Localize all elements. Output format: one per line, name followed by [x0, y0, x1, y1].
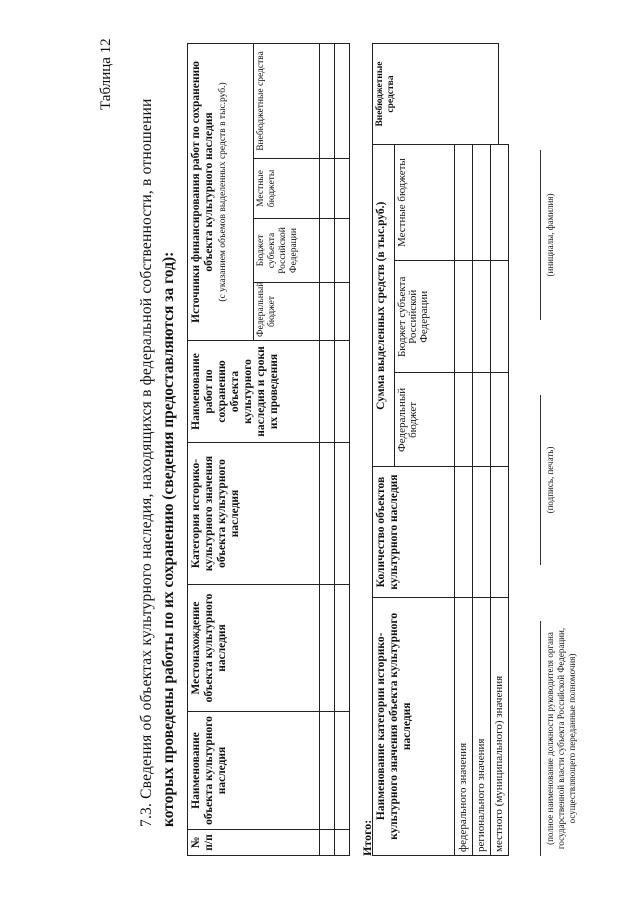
header-sources-title: Источники финансирования работ по сохранению объекта культурного наследия — [190, 61, 215, 323]
header-category-name: Наименование категории историко-культурного значения объекта культурного наследия — [373, 597, 455, 855]
header-extra-funds: Внебюджетные средства — [254, 43, 320, 158]
section-title-line2: которых проведены работы по их сохранению (сведения предоставляются за год): — [160, 251, 177, 827]
signature-sign-caption: (подпись, печать) — [545, 446, 555, 514]
itogo-label: Итого: — [360, 819, 374, 856]
header-sources — [188, 43, 254, 340]
row-local: местного (муниципального) значения — [491, 597, 509, 855]
header-works: Наименование работ по сохранению объекта культурного наследия и сроки их проведения — [188, 341, 320, 443]
header-count: Количество объектов культурного наследия — [373, 467, 455, 597]
header-subject-budget-2: Бюджет субъекта Российской Федерации — [395, 261, 455, 373]
row-federal: федерального значения — [455, 597, 473, 855]
table-row — [335, 43, 350, 855]
header-local-budgets: Местные бюджеты — [254, 159, 320, 219]
table-row — [473, 145, 491, 856]
row-regional: регионального значения — [473, 597, 491, 855]
header-num: № п/п — [188, 830, 320, 856]
header-federal-budget-2: Федеральный бюджет — [395, 373, 455, 467]
table-row — [320, 43, 335, 855]
summary-extra-column — [372, 43, 499, 144]
header-sum: Сумма выделенных средств (в тыс.руб.) — [373, 145, 395, 467]
header-local-budgets-2: Местные бюджеты — [395, 145, 455, 261]
table-row — [455, 145, 473, 856]
header-federal-budget: Федеральный бюджет — [254, 283, 320, 341]
name-line — [540, 150, 541, 320]
table-row — [491, 145, 509, 856]
table-number: Таблица 12 — [98, 38, 114, 110]
signature-name-caption: (инициалы, фамилия) — [545, 193, 555, 277]
header-location: Местонахождение объекта культурного наследия — [188, 585, 320, 712]
summary-table — [372, 144, 509, 856]
header-extra-funds-2: Внебюджетные средства — [375, 61, 396, 127]
objects-table — [187, 43, 350, 856]
header-category: Категория историко-культурного значения объекта культурного наследия — [188, 443, 320, 585]
sign-line — [540, 395, 541, 565]
position-line — [540, 621, 541, 856]
header-subject-budget: Бюджет субъекта Российской Федерации — [254, 219, 320, 283]
header-sources-note: (с указанием объемов выделенных средств в тыс.руб.) — [218, 82, 228, 302]
signature-position-caption: (полное наименование должности руководителя органа государственной власти субъекта Российской Федерации, осуществляющего переданные полномочия) — [545, 627, 577, 850]
section-title: 7.3. Сведения об объектах культурного наследия, находящихся в федеральной собственности, в отношении — [138, 98, 155, 827]
header-object-name: Наименование объекта культурного наследия — [188, 712, 320, 830]
